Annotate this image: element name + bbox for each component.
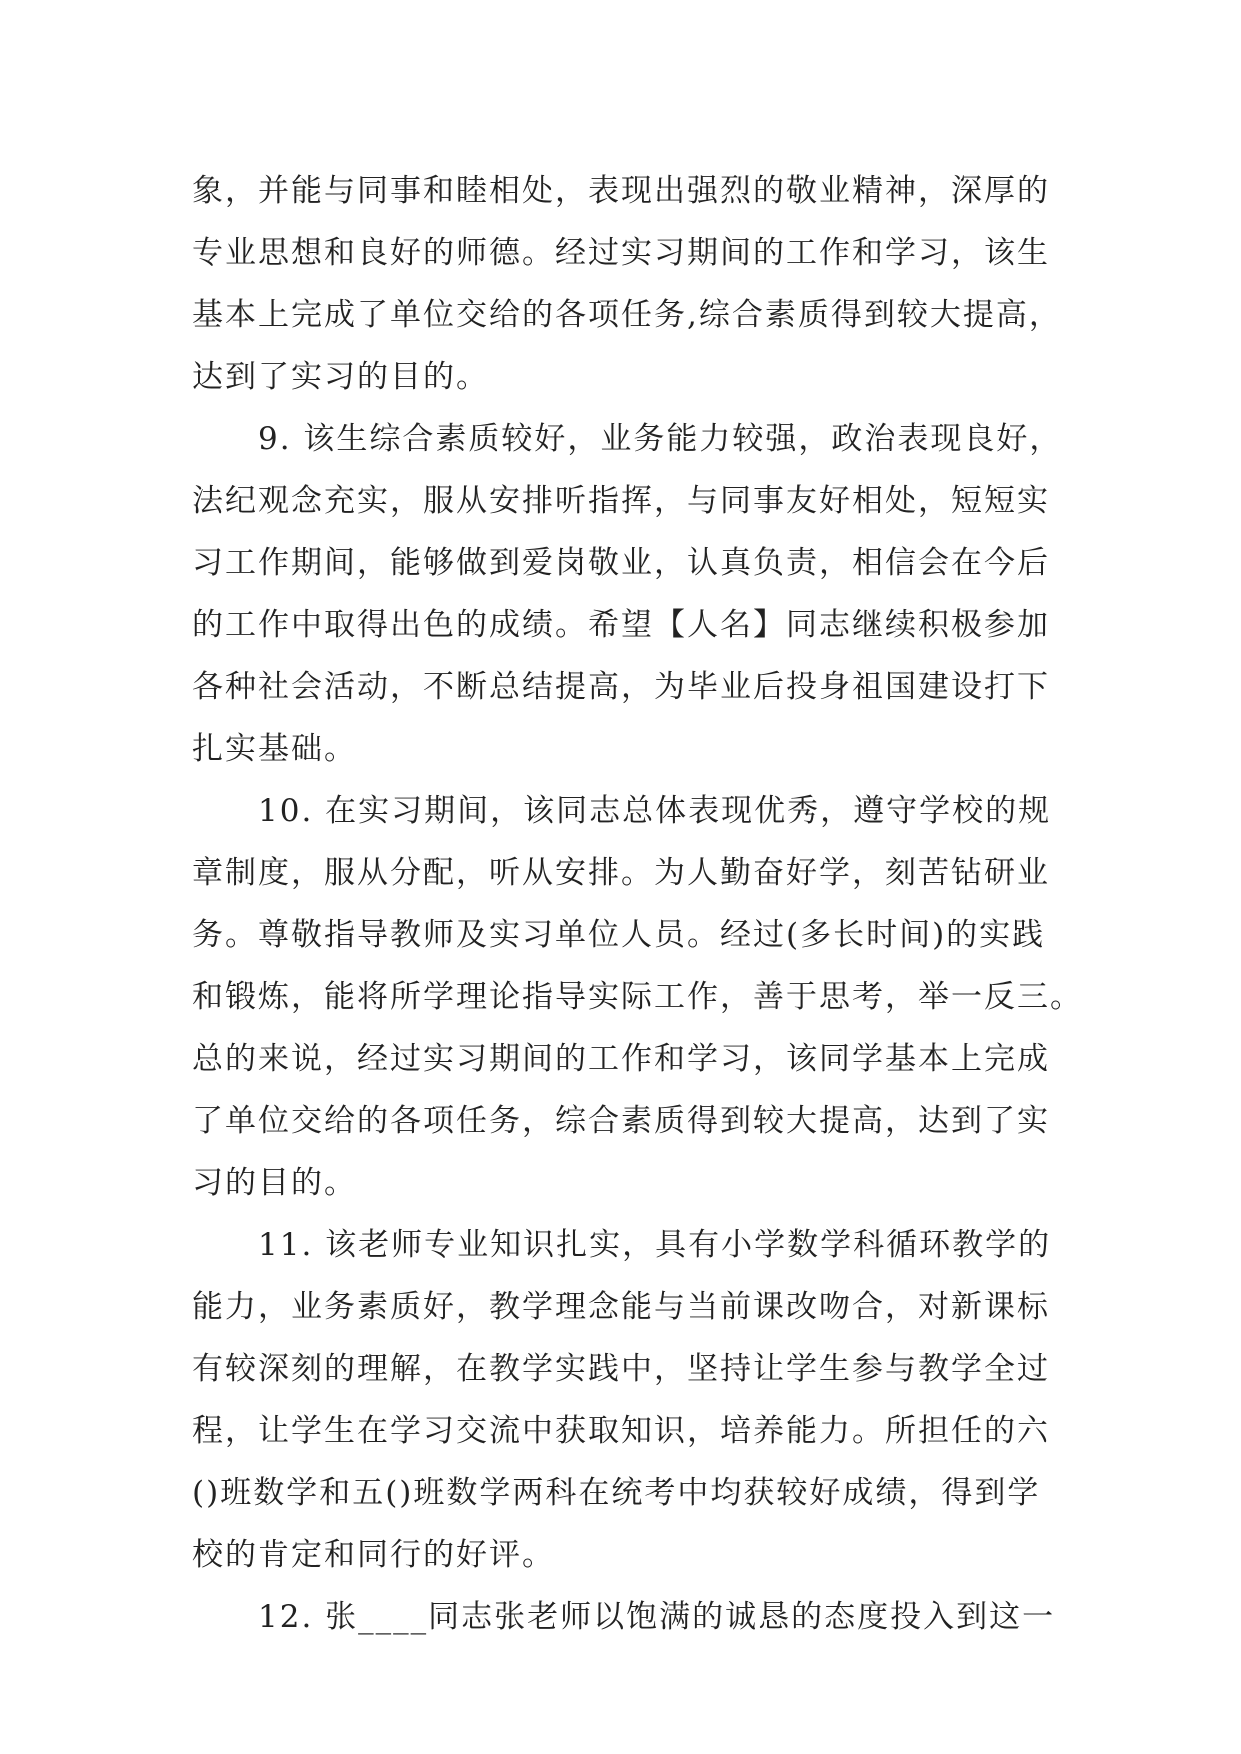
text-line: 的工作中取得出色的成绩。希望【人名】同志继续积极参加 bbox=[192, 607, 1050, 643]
text-line: 扎实基础。 bbox=[192, 731, 357, 767]
text-line: 有较深刻的理解，在教学实践中，坚持让学生参与教学全过 bbox=[192, 1351, 1050, 1387]
text-line: 基本上完成了单位交给的各项任务,综合素质得到较大提高， bbox=[192, 297, 1062, 333]
document-body bbox=[192, 160, 1083, 1648]
text-line: 象，并能与同事和睦相处，表现出强烈的敬业精神，深厚的 bbox=[192, 173, 1050, 209]
text-line: 程，让学生在学习交流中获取知识，培养能力。所担任的六 bbox=[192, 1413, 1050, 1449]
text-line: 务。尊敬指导教师及实习单位人员。经过(多长时间)的实践 bbox=[192, 917, 1046, 953]
text-line: 校的肯定和同行的好评。 bbox=[192, 1537, 555, 1573]
paragraph-12-start: 12. 张____同志张老师以饱满的诚恳的态度投入到这一 bbox=[258, 1599, 1056, 1635]
text-line: 专业思想和良好的师德。经过实习期间的工作和学习，该生 bbox=[192, 235, 1050, 271]
text-line: 和锻炼，能将所学理论指导实际工作，善于思考，举一反三。 bbox=[192, 979, 1083, 1015]
paragraph-11-start: 11. 该老师专业知识扎实，具有小学数学科循环教学的 bbox=[258, 1227, 1052, 1263]
paragraph-10-start: 10. 在实习期间，该同志总体表现优秀，遵守学校的规 bbox=[258, 793, 1052, 829]
text-line: 达到了实习的目的。 bbox=[192, 359, 489, 395]
text-line: 习工作期间，能够做到爱岗敬业，认真负责，相信会在今后 bbox=[192, 545, 1050, 581]
text-line: 法纪观念充实，服从安排听指挥，与同事友好相处，短短实 bbox=[192, 483, 1050, 519]
text-line: 了单位交给的各项任务，综合素质得到较大提高，达到了实 bbox=[192, 1103, 1050, 1139]
text-line: 各种社会活动，不断总结提高，为毕业后投身祖国建设打下 bbox=[192, 669, 1050, 705]
text-line: 习的目的。 bbox=[192, 1165, 357, 1201]
text-line: 章制度，服从分配，听从安排。为人勤奋好学，刻苦钻研业 bbox=[192, 855, 1050, 891]
paragraph-9-start: 9. 该生综合素质较好，业务能力较强，政治表现良好， bbox=[258, 421, 1063, 457]
text-line: 能力，业务素质好，教学理念能与当前课改吻合，对新课标 bbox=[192, 1289, 1050, 1325]
text-line: 总的来说，经过实习期间的工作和学习，该同学基本上完成 bbox=[192, 1041, 1050, 1077]
text-line: ()班数学和五()班数学两科在统考中均获较好成绩，得到学 bbox=[192, 1475, 1041, 1511]
